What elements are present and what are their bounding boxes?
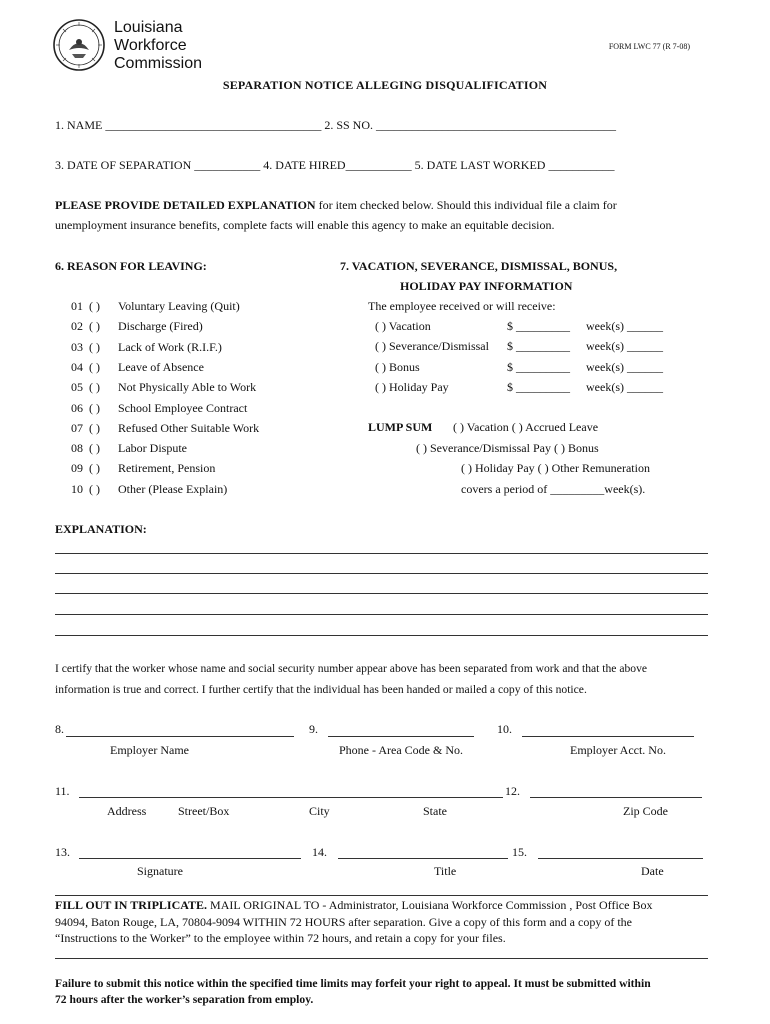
reason-code: 06 xyxy=(71,400,83,415)
reason-checkbox[interactable]: ( ) xyxy=(89,380,100,395)
explanation-line-5[interactable] xyxy=(55,635,708,636)
reason-checkbox[interactable]: ( ) xyxy=(89,319,100,334)
vacation-type[interactable]: ( ) Vacation xyxy=(375,319,431,333)
field-10-number: 10. xyxy=(497,722,512,736)
vacation-weeks[interactable]: week(s) ______ xyxy=(586,339,663,354)
reason-checkbox[interactable]: ( ) xyxy=(89,359,100,374)
warning-line-2: 72 hours after the worker’s separation from employ. xyxy=(55,993,314,1006)
footer-line-1 xyxy=(55,898,652,913)
footer-line-3: “Instructions to the Worker” to the employee within 72 hours, and retain a copy for your files. xyxy=(55,931,506,945)
reason-checkbox[interactable]: ( ) xyxy=(89,339,100,354)
phone-label: Phone - Area Code & No. xyxy=(339,743,463,757)
explanation-line-3[interactable] xyxy=(55,593,708,594)
state-label: State xyxy=(423,804,447,818)
explanation-line-1[interactable] xyxy=(55,553,708,554)
vacation-type[interactable]: ( ) Bonus xyxy=(375,359,420,374)
vacation-weeks[interactable]: week(s) ______ xyxy=(586,319,663,333)
reason-code: 04 xyxy=(71,359,83,374)
date-fields[interactable]: 3. DATE OF SEPARATION ___________ 4. DATE HIRED___________ 5. DATE LAST WORKED ___________ xyxy=(55,158,615,172)
field-8-number: 8. xyxy=(55,722,64,736)
instructions-line-2: unemployment insurance benefits, complete facts will enable this agency to make an equitable decision. xyxy=(55,218,555,232)
title-line[interactable] xyxy=(338,858,508,859)
signature-line[interactable] xyxy=(79,858,301,859)
address-line[interactable] xyxy=(79,797,503,798)
field-15-number: 15. xyxy=(512,845,527,859)
reason-code: 08 xyxy=(71,441,83,456)
city-label: City xyxy=(309,804,330,818)
certify-line-1: I certify that the worker whose name and social security number appear above has been separated from work and that the above xyxy=(55,662,648,675)
reason-label: Leave of Absence xyxy=(118,359,204,374)
form-code: FORM LWC 77 (R 7-08) xyxy=(608,42,690,51)
name-ssn-fields[interactable]: 1. NAME ____________________________________ 2. SS NO. ________________________________________ xyxy=(55,118,617,132)
footer-bold: FILL OUT IN TRIPLICATE. xyxy=(55,898,208,912)
reason-code: 07 xyxy=(71,420,83,435)
reason-code: 05 xyxy=(71,380,83,395)
employer-name-label: Employer Name xyxy=(110,743,189,757)
field-11-number: 11. xyxy=(55,784,70,798)
louisiana-seal-logo xyxy=(52,18,106,72)
zip-code-label: Zip Code xyxy=(623,804,668,818)
lump-sum-label: LUMP SUM xyxy=(368,420,433,434)
address-label: Address xyxy=(107,804,147,818)
date-line[interactable] xyxy=(538,858,703,859)
reason-code: 02 xyxy=(71,319,83,334)
explanation-heading: EXPLANATION: xyxy=(55,522,147,536)
explanation-line-4[interactable] xyxy=(55,614,708,615)
employer-name-line[interactable] xyxy=(66,736,294,737)
reason-label: Labor Dispute xyxy=(118,441,187,456)
reason-checkbox[interactable]: ( ) xyxy=(89,481,100,496)
lump-sum-line-2[interactable]: ( ) Severance/Dismissal Pay ( ) Bonus xyxy=(416,441,599,455)
lump-sum-line-4[interactable]: covers a period of _________week(s). xyxy=(461,482,646,496)
reason-label: Not Physically Able to Work xyxy=(118,380,257,395)
footer-bottom-rule xyxy=(55,958,708,959)
reason-code: 03 xyxy=(71,339,83,354)
lump-sum-line-1[interactable]: ( ) Vacation ( ) Accrued Leave xyxy=(453,420,599,434)
title-label: Title xyxy=(434,864,457,878)
vacation-amount[interactable]: $ _________ xyxy=(507,379,570,394)
reason-code: 10 xyxy=(71,481,83,496)
footer-rest: MAIL ORIGINAL TO - Administrator, Louisiana Workforce Commission , Post Office Box xyxy=(207,898,653,912)
explanation-line-2[interactable] xyxy=(55,573,708,574)
reason-label: Voluntary Leaving (Quit) xyxy=(118,299,240,313)
reason-heading: 6. REASON FOR LEAVING: xyxy=(55,259,207,273)
footer-line-2: 94094, Baton Rouge, LA, 70804-9094 WITHIN 72 HOURS after separation. Give a copy of this form and a copy of the xyxy=(55,915,632,929)
vacation-amount[interactable]: $ _________ xyxy=(507,359,570,374)
reason-code: 01 xyxy=(71,299,83,313)
instructions-bold: PLEASE PROVIDE DETAILED EXPLANATION xyxy=(55,198,316,212)
lump-sum-line-3[interactable]: ( ) Holiday Pay ( ) Other Remuneration xyxy=(461,461,650,475)
vacation-type[interactable]: ( ) Holiday Pay xyxy=(375,379,449,394)
field-13-number: 13. xyxy=(55,845,70,859)
logo-text-line-1: Louisiana xyxy=(114,19,183,36)
reason-label: School Employee Contract xyxy=(118,400,248,415)
employer-acct-label: Employer Acct. No. xyxy=(570,743,666,757)
footer-top-rule xyxy=(55,895,708,896)
employer-acct-line[interactable] xyxy=(522,736,694,737)
reason-code: 09 xyxy=(71,461,83,476)
reason-checkbox[interactable]: ( ) xyxy=(89,299,100,313)
reason-checkbox[interactable]: ( ) xyxy=(89,420,100,435)
signature-label: Signature xyxy=(137,864,183,878)
phone-line[interactable] xyxy=(328,736,474,737)
certify-line-2: information is true and correct. I further certify that the individual has been handed or mailed a copy of this notice. xyxy=(55,683,587,696)
vacation-weeks[interactable]: week(s) ______ xyxy=(586,359,663,374)
warning-line-1: Failure to submit this notice within the specified time limits may forfeit your right to appeal. It must be submitted within xyxy=(55,977,651,990)
reason-label: Lack of Work (R.I.F.) xyxy=(118,339,222,354)
vacation-heading-1: 7. VACATION, SEVERANCE, DISMISSAL, BONUS, xyxy=(340,259,618,273)
vacation-heading-2: HOLIDAY PAY INFORMATION xyxy=(400,279,573,293)
reason-checkbox[interactable]: ( ) xyxy=(89,461,100,476)
instructions-rest: for item checked below. Should this individual file a claim for xyxy=(315,198,617,212)
logo-text-line-2: Workforce xyxy=(114,37,187,54)
vacation-type[interactable]: ( ) Severance/Dismissal xyxy=(375,339,489,354)
date-label: Date xyxy=(641,864,664,878)
form-title: SEPARATION NOTICE ALLEGING DISQUALIFICATION xyxy=(222,78,548,92)
field-9-number: 9. xyxy=(309,722,318,736)
reason-checkbox[interactable]: ( ) xyxy=(89,400,100,415)
vacation-amount[interactable]: $ _________ xyxy=(507,319,570,333)
vacation-amount[interactable]: $ _________ xyxy=(507,339,570,354)
reason-label: Other (Please Explain) xyxy=(118,481,228,496)
reason-label: Refused Other Suitable Work xyxy=(118,420,260,435)
zip-line[interactable] xyxy=(530,797,702,798)
reason-label: Discharge (Fired) xyxy=(118,319,203,334)
instructions-line-1 xyxy=(55,198,617,213)
field-14-number: 14. xyxy=(312,845,327,859)
vacation-weeks[interactable]: week(s) ______ xyxy=(586,379,663,394)
reason-checkbox[interactable]: ( ) xyxy=(89,441,100,456)
field-12-number: 12. xyxy=(505,784,520,798)
street-box-label: Street/Box xyxy=(178,804,230,818)
logo-text-line-3: Commission xyxy=(114,55,203,72)
reason-label: Retirement, Pension xyxy=(118,461,216,476)
vacation-intro: The employee received or will receive: xyxy=(368,299,556,313)
